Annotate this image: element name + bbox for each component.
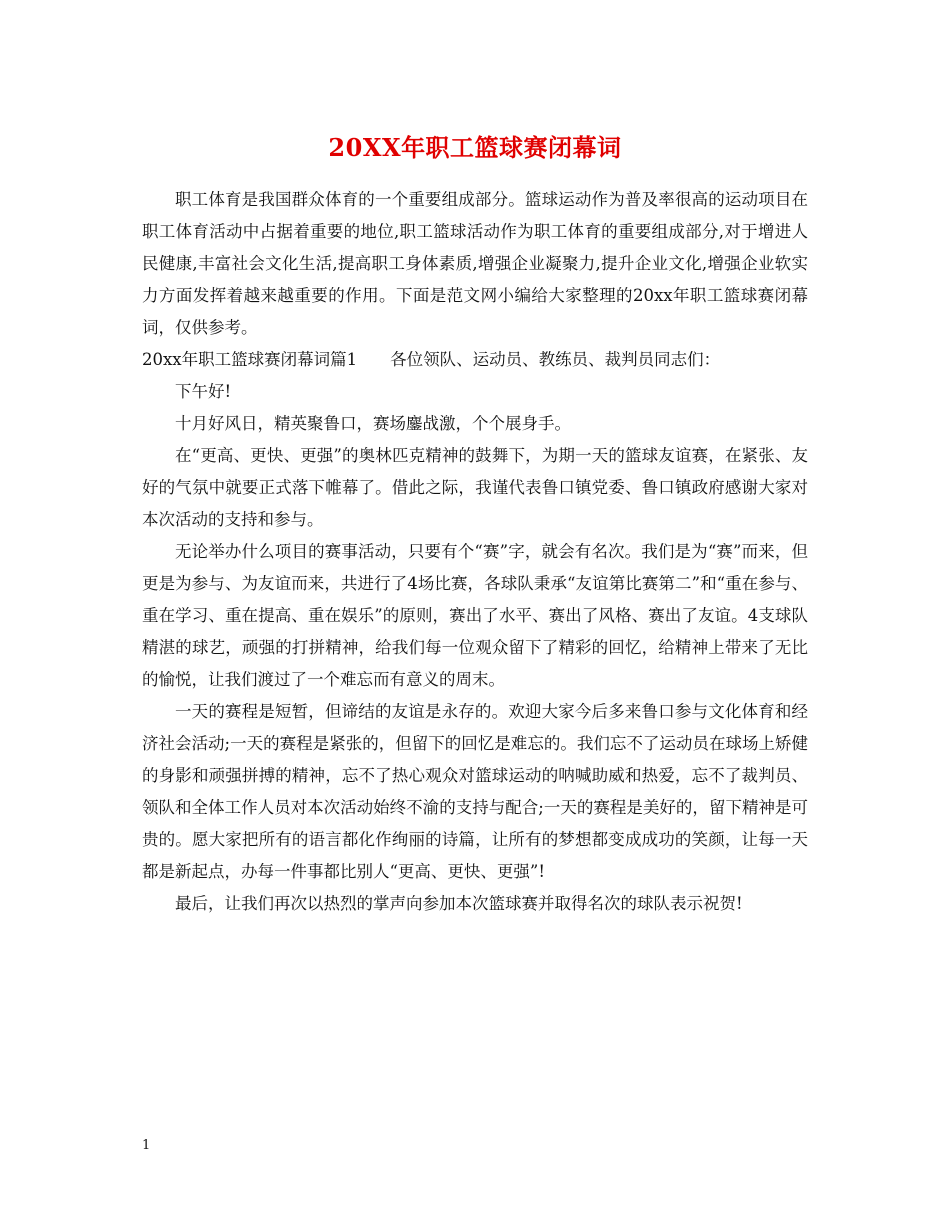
verse-paragraph: 十月好风日，精英聚鲁口，赛场鏖战激，个个展身手。: [175, 414, 571, 433]
page-number: 1: [142, 1138, 151, 1153]
closing-paragraph: 最后，让我们再次以热烈的掌声向参加本次篮球赛并取得名次的球队表示祝贺!: [175, 894, 743, 913]
body-paragraph: 在“更高、更快、更强”的奥林匹克精神的鼓舞下，为期一天的篮球友谊赛，在紧张、友好的气氛中就要正式落下帷幕了。借此之际，我谨代表鲁口镇党委、鲁口镇政府感谢大家对本次活动的支持和参与。: [142, 446, 808, 529]
document-title: 20XX年职工篮球赛闭幕词: [328, 133, 622, 162]
section-heading-line: 20xx年职工篮球赛闭幕词篇1 各位领队、运动员、教练员、裁判员同志们：: [142, 350, 721, 369]
intro-paragraph: 职工体育是我国群众体育的一个重要组成部分。篮球运动作为普及率很高的运动项目在职工体育活动中占据着重要的地位,职工篮球活动作为职工体育的重要组成部分,对于增进人民健康,丰富社会文化生活,提高职工身体素质,增强企业凝聚力,提升企业文化,增强企业软实力方面发挥着越来越重要的作用。下面是范文网小编给大家整理的20xx年职工篮球赛闭幕词，仅供参考。: [142, 190, 808, 337]
body-paragraph: 一天的赛程是短暂，但谛结的友谊是永存的。欢迎大家今后多来鲁口参与文化体育和经济社会活动;一天的赛程是紧张的，但留下的回忆是难忘的。我们忘不了运动员在球场上矫健的身影和顽强拼搏的精神，忘不了热心观众对篮球运动的呐喊助威和热爱，忘不了裁判员、领队和全体工作人员对本次活动始终不渝的支持与配合;一天的赛程是美好的，留下精神是可贵的。愿大家把所有的语言都化作绚丽的诗篇，让所有的梦想都变成成功的笑颜，让每一天都是新起点，办每一件事都比别人“更高、更快、更强”!: [142, 702, 808, 881]
greeting-paragraph: 下午好!: [175, 382, 232, 401]
body-paragraph: 无论举办什么项目的赛事活动，只要有个“赛”字，就会有名次。我们是为“赛”而来，但更是为参与、为友谊而来，共进行了4场比赛，各球队秉承“友谊第比赛第二”和“重在参与、重在学习、重在提高、重在娱乐”的原则，赛出了水平、赛出了风格、赛出了友谊。4支球队精湛的球艺，顽强的打拼精神，给我们每一位观众留下了精彩的回忆，给精神上带来了无比的愉悦，让我们渡过了一个难忘而有意义的周末。: [142, 542, 808, 689]
document-body: [142, 184, 808, 920]
